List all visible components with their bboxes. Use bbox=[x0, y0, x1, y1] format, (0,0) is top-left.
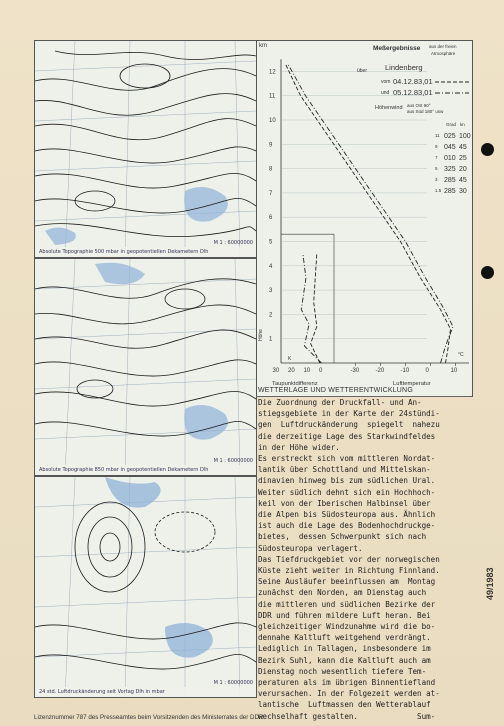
wind-direction: 025 bbox=[444, 133, 456, 140]
wind-level: 9 bbox=[435, 144, 438, 149]
wind-direction: 285 bbox=[444, 177, 456, 184]
temp-label: Lufttemperatur bbox=[393, 381, 431, 387]
wind-direction: 325 bbox=[444, 166, 456, 173]
y-tick-label: 4 bbox=[269, 263, 273, 270]
report-line: wechselhaft gestalten. Sum- bbox=[258, 711, 436, 721]
report-line: die derzeitige Lage des Starkwindfeldes bbox=[258, 431, 436, 441]
map-caption: Absolute Topographie 850 mbar in geopotentiellen Dekametern Dlh bbox=[35, 465, 256, 475]
map-scale: M 1 : 60000000 bbox=[213, 240, 253, 246]
date2: 05.12.83,01 bbox=[393, 88, 433, 97]
station-prefix: über bbox=[357, 68, 368, 74]
report-line: lantische Luftmassen den Wetterablauf bbox=[258, 700, 431, 710]
report-line: verursachen. In der Folgezeit werden at- bbox=[258, 689, 440, 699]
weather-report bbox=[256, 386, 471, 721]
report-line: die Alpen bis Südosteuropa aus. Ähnlich bbox=[258, 510, 436, 520]
wind-level: 5 bbox=[435, 166, 438, 171]
report-line: peraturen als im übrigen Binnentiefland bbox=[258, 678, 436, 688]
report-line: keil von der Iberischen Halbinsel über bbox=[258, 498, 431, 508]
date2-prefix: und bbox=[381, 90, 390, 96]
report-line: Die Zuordnung der Druckfall- und An- bbox=[258, 398, 422, 407]
wind-speed: 45 bbox=[459, 177, 467, 184]
wind-direction: 010 bbox=[444, 155, 456, 162]
report-line: lantik über Schottland und Mittelskan- bbox=[258, 465, 431, 475]
map-scale: M 1 : 60000000 bbox=[213, 458, 253, 464]
map-scale: M 1 : 60000000 bbox=[213, 680, 253, 686]
punch-hole bbox=[481, 143, 494, 156]
y-tick-label: 3 bbox=[269, 288, 273, 295]
report-line: Seine Ausläufer beeinflussen am Montag bbox=[258, 577, 436, 587]
wind-level: 11 bbox=[435, 133, 440, 138]
map-caption: Absolute Topographie 500 mbar in geopotentiellen Dekametern Dlh bbox=[35, 247, 256, 257]
dew-tick-label: 20 bbox=[288, 368, 295, 374]
map-caption: 24 std. Luftdruckänderung seit Vortag Dlh in mbar bbox=[35, 687, 256, 697]
dew-tick-label: 30 bbox=[272, 368, 280, 374]
report-line: dennahe Kaltluft weitgehend verdrängt. bbox=[258, 633, 431, 643]
y-tick-label: 9 bbox=[269, 142, 273, 149]
report-line: Bezirk Suhl, kann die Kaltluft auch am bbox=[258, 655, 431, 665]
wind-level: 7 bbox=[435, 155, 438, 160]
unit-c: °C bbox=[458, 352, 464, 358]
dew-label: Taupunktdifferenz bbox=[272, 381, 318, 387]
report-line: stiegsgebiete in der Karte der 24stündi- bbox=[258, 409, 440, 419]
wind-title: Höhenwind bbox=[375, 105, 403, 111]
panel-subtitle-1: aus der freien bbox=[429, 44, 457, 49]
wind-col-grad: Grad bbox=[446, 122, 457, 127]
y-tick-label: 5 bbox=[269, 239, 273, 246]
report-line: bietes, dessen Schwerpunkt sich nach bbox=[258, 532, 427, 542]
report-line: dinavien hinweg bis zum südlichen Ural. bbox=[258, 476, 436, 486]
dewpoint-line bbox=[301, 254, 321, 363]
wind-sub-1: aus Ost 90° bbox=[407, 103, 431, 108]
y-tick-label: 12 bbox=[269, 69, 276, 76]
wind-sub-2: aus Süd 180° usw bbox=[407, 109, 444, 114]
wind-speed: 20 bbox=[459, 166, 467, 173]
report-line: gleichzeitiger Windzunahme wird die bo- bbox=[258, 622, 436, 632]
wind-direction: 045 bbox=[444, 144, 456, 151]
wind-speed: 30 bbox=[459, 188, 467, 195]
report-line: Küste zieht weiter in Richtung Finnland. bbox=[258, 566, 440, 576]
map-850mbar bbox=[34, 258, 257, 476]
date1: 04.12.83,01 bbox=[393, 77, 433, 86]
temp-tick-label: -30 bbox=[350, 368, 360, 374]
y-tick-label: 11 bbox=[269, 93, 276, 100]
punch-hole bbox=[481, 266, 494, 279]
contour-map-500 bbox=[35, 41, 256, 257]
y-tick-label: 7 bbox=[269, 190, 273, 197]
report-line: die mittleren und südlichen Bezirke der bbox=[258, 599, 436, 609]
sounding-panel bbox=[256, 40, 473, 397]
temp-tick-label: 10 bbox=[450, 368, 458, 374]
report-line: ist auch die Lage des Bodenhochdruckge- bbox=[258, 521, 436, 531]
height-label: Höhe bbox=[258, 329, 264, 341]
wind-speed: 25 bbox=[459, 155, 467, 162]
km-label: km bbox=[259, 43, 267, 49]
report-line: Das Tiefdruckgebiet vor der norwegischen bbox=[258, 554, 440, 564]
panel-subtitle-2: Atmosphäre bbox=[431, 51, 456, 56]
y-tick-label: 10 bbox=[269, 118, 276, 124]
y-tick-label: 8 bbox=[269, 166, 273, 173]
wind-speed: 45 bbox=[459, 144, 467, 151]
temp-tick-label: -20 bbox=[375, 368, 385, 374]
wind-speed: 100 bbox=[459, 133, 471, 140]
wind-col-kn: kn bbox=[460, 122, 465, 127]
issue-number: 49/1983 bbox=[485, 567, 495, 600]
report-line: Es erstreckt sich vom mittleren Nordat- bbox=[258, 454, 436, 464]
y-tick-label: 1 bbox=[269, 336, 273, 343]
map-pressure-change bbox=[34, 476, 257, 698]
footer-license: Lizenznummer 787 des Presseamtes beim Vorsitzenden des Ministerrates der DDR bbox=[34, 714, 264, 721]
temp-tick-label: -10 bbox=[400, 368, 410, 374]
y-tick-label: 6 bbox=[269, 215, 273, 222]
report-line: DDR und führen mildere Luft heran. Bei bbox=[258, 610, 431, 620]
dew-tick-label: 0 bbox=[319, 368, 323, 374]
report-line: zunächst den Norden, am Dienstag auch bbox=[258, 588, 427, 598]
report-line: Dienstag noch wesentlich tiefere Tem- bbox=[258, 666, 427, 676]
contour-map-850 bbox=[35, 259, 256, 475]
date1-prefix: vom bbox=[381, 79, 391, 85]
dewpoint-line bbox=[311, 254, 320, 363]
report-line: in der Höhe wider. bbox=[258, 442, 340, 452]
sounding-chart bbox=[257, 41, 472, 396]
dew-tick-label: 10 bbox=[303, 368, 311, 374]
wind-direction: 285 bbox=[444, 188, 456, 195]
report-line: gen Luftdruckänderung spiegelt nahezu bbox=[258, 420, 440, 430]
temp-tick-label: 0 bbox=[425, 368, 429, 374]
y-tick-label: 2 bbox=[269, 312, 273, 319]
station-name: Lindenberg bbox=[385, 63, 423, 72]
unit-k: K bbox=[288, 356, 292, 362]
panel-title: Meßergebnisse bbox=[373, 45, 421, 52]
contour-map-pressure bbox=[35, 477, 256, 697]
report-heading: WETTERLAGE UND WETTERENTWICKLUNG bbox=[256, 386, 471, 397]
report-line: Weiter südlich dehnt sich ein Hochhoch- bbox=[258, 487, 436, 497]
report-body bbox=[256, 397, 471, 722]
map-500mbar bbox=[34, 40, 257, 258]
wind-level: 1.5 bbox=[435, 188, 442, 193]
report-line: Lediglich in Tallagen, insbesondere im bbox=[258, 644, 431, 654]
report-line: Südosteuropa verlagert. bbox=[258, 543, 363, 553]
wind-level: 3 bbox=[435, 177, 438, 182]
